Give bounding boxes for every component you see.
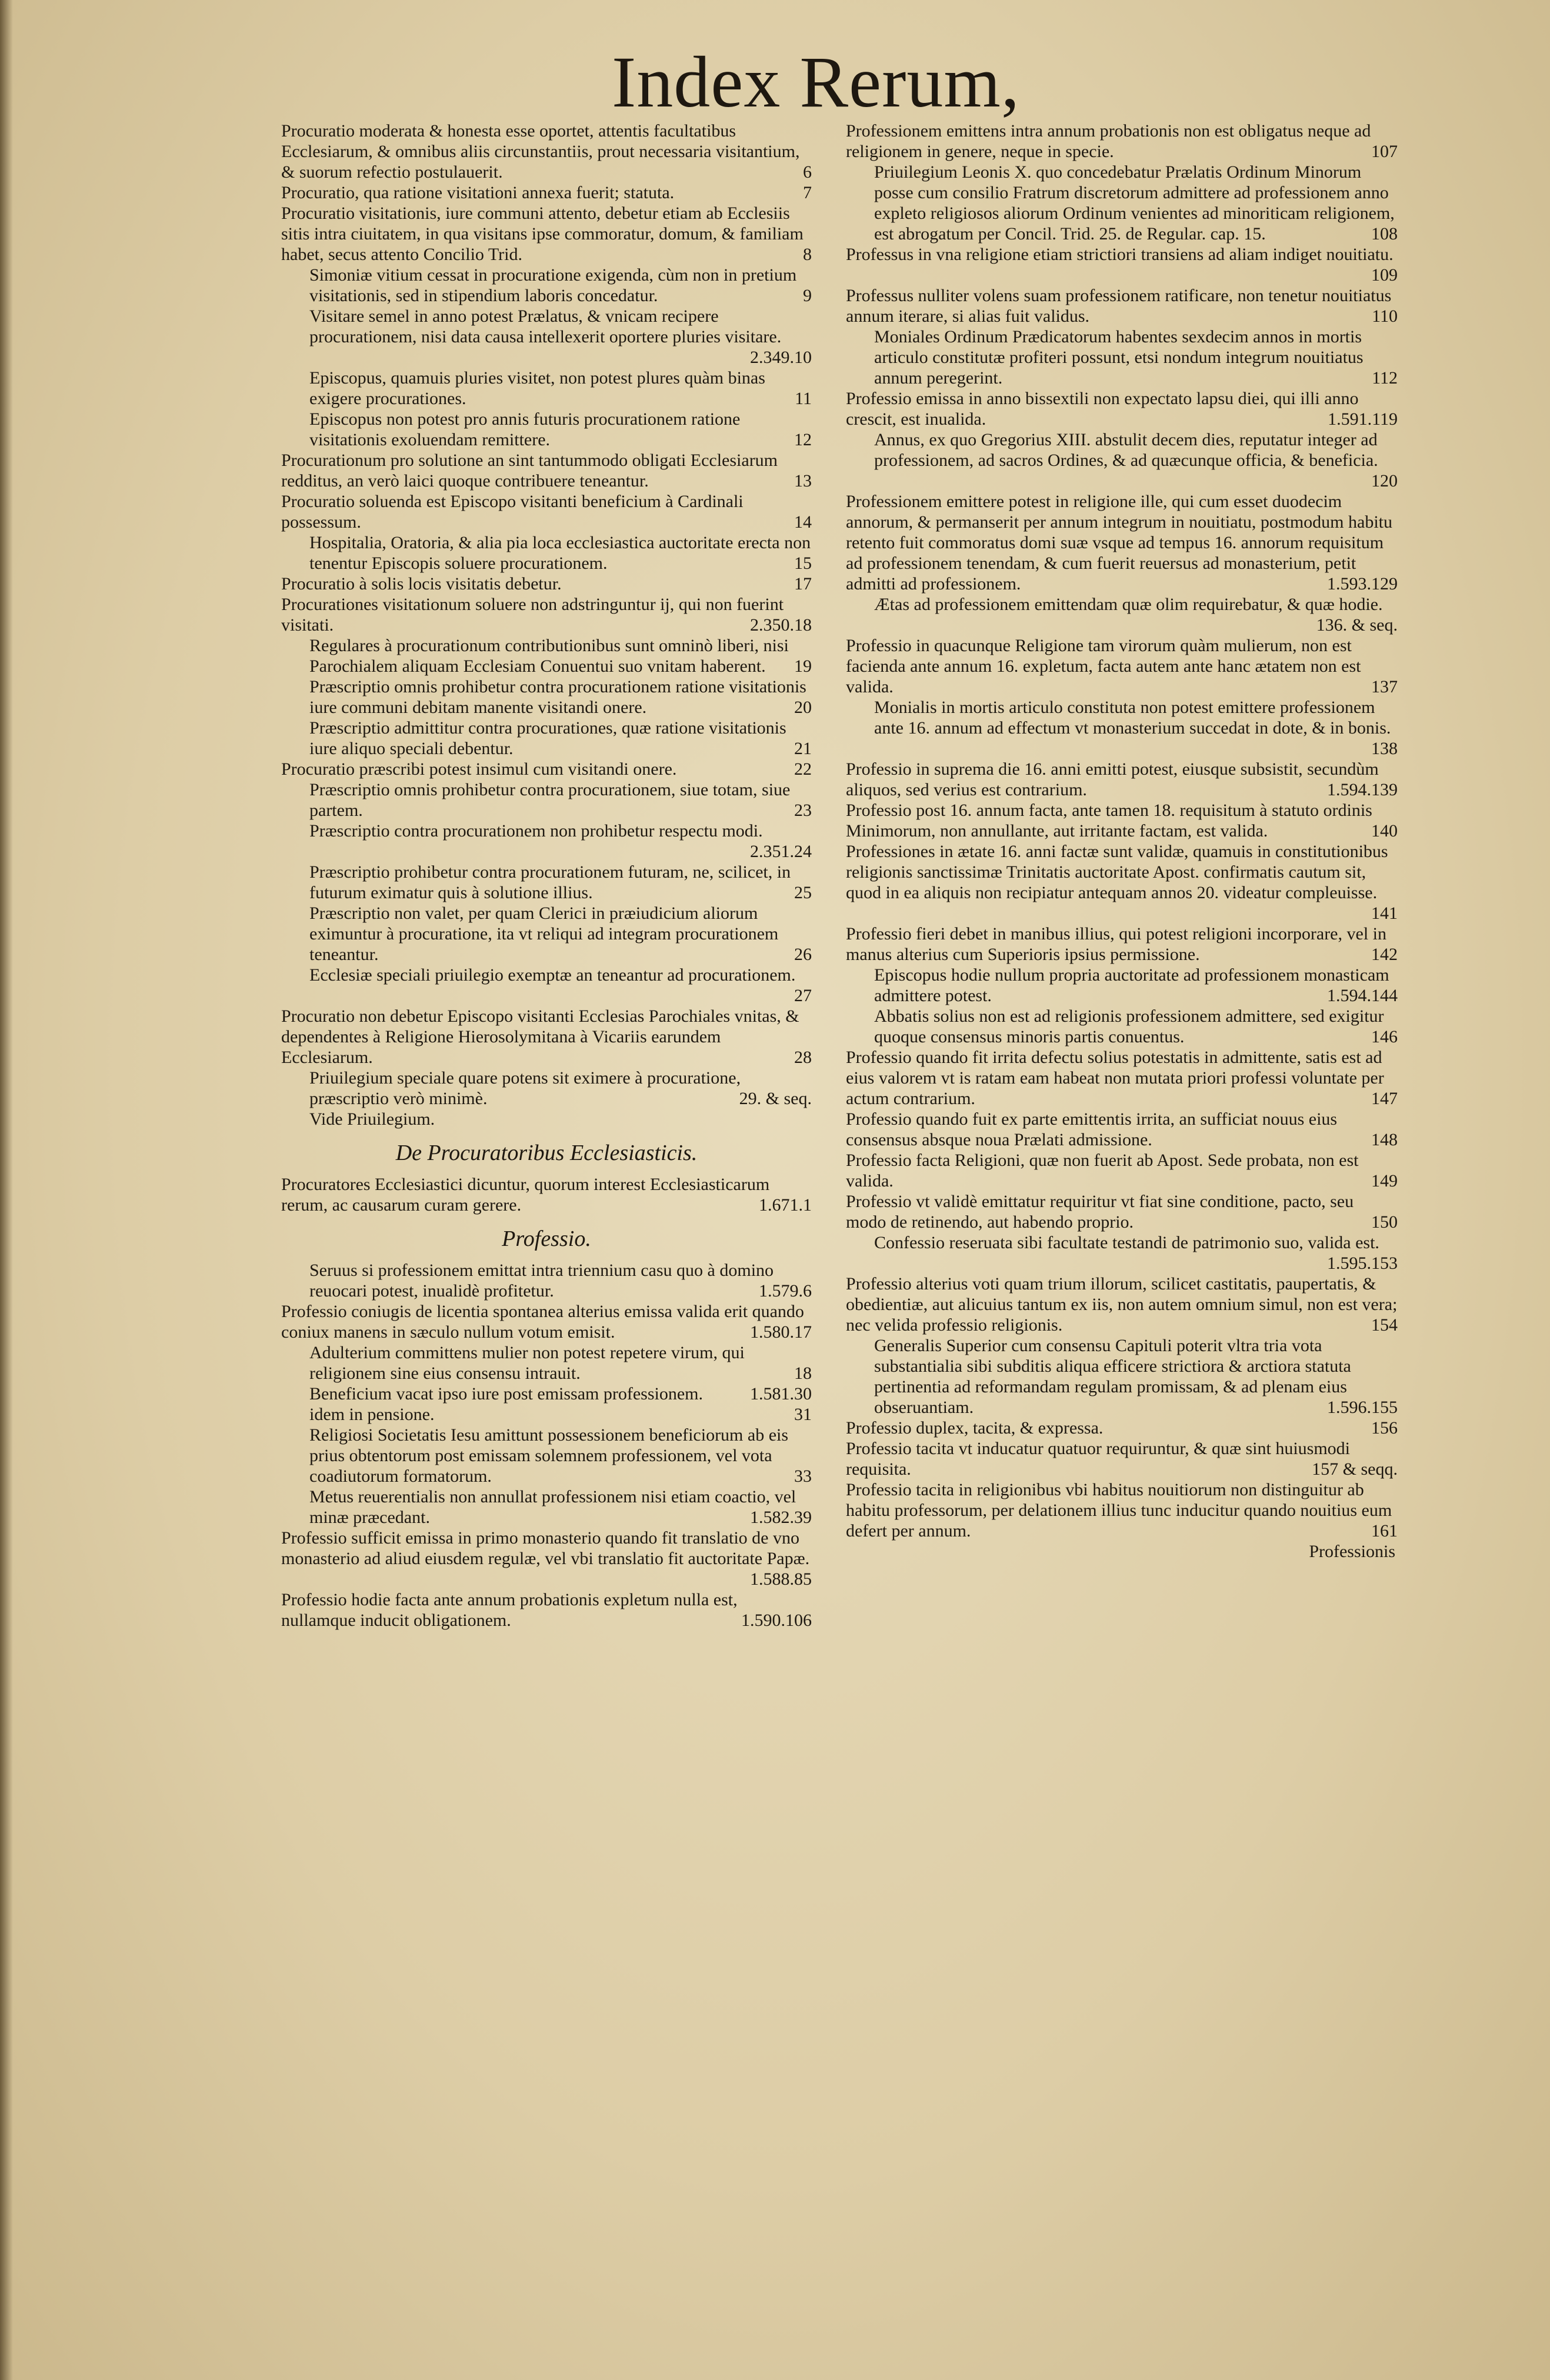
index-entry [846, 388, 1398, 429]
entry-text: Procuratio à solis locis visitatis debetur. [281, 574, 562, 594]
entry-reference: 148 [1371, 1130, 1398, 1149]
entry-reference: 146 [1371, 1027, 1398, 1046]
entry-reference: 1.596.155 [1327, 1398, 1398, 1417]
entry-text: idem in pensione. [309, 1405, 435, 1424]
entry-reference: 12 [794, 430, 812, 449]
entry-reference: 157 & seqq. [1312, 1459, 1398, 1479]
section-heading: Professio. [502, 1226, 591, 1251]
entry-text: Professio vt validè emittatur requiritur vt fiat sine conditione, pacto, seu modo de retinendo, aut habendo proprio. [846, 1192, 1354, 1232]
index-entry [281, 491, 812, 532]
index-entry [281, 635, 812, 676]
entry-text: Procuratio, qua ratione visitationi annexa fuerit; statuta. [281, 183, 675, 202]
entry-reference: 19 [794, 656, 812, 676]
entry-text: Professiones in ætate 16. anni factæ sunt validæ, quamuis in constitutionibus religionis sanctissimæ Trinitatis auctoritate Apost. confirmatis cautum sit, quod in ea aliquis non recipiatur antequam annos 20. videatur compleuisse. [846, 842, 1388, 902]
entry-text: Procurationum pro solutione an sint tantummodo obligati Ecclesiarum redditus, an verò laici quoque contribuere teneantur. [281, 451, 778, 491]
index-entry [846, 924, 1398, 965]
entry-reference: 9 [803, 286, 812, 305]
index-entry [846, 285, 1398, 326]
entry-reference: 150 [1371, 1212, 1398, 1232]
index-entry [281, 594, 812, 635]
entry-reference: 27 [794, 986, 812, 1005]
entry-reference: 149 [1371, 1171, 1398, 1191]
section-heading: De Procuratoribus Ecclesiasticis. [395, 1141, 698, 1165]
entry-reference: 156 [1371, 1418, 1398, 1438]
index-entry [846, 162, 1398, 244]
index-entry [281, 862, 812, 903]
right-column [846, 121, 1398, 1562]
entry-reference: 1.594.144 [1327, 986, 1398, 1005]
index-entry [846, 1479, 1398, 1541]
entry-reference: 1.588.85 [750, 1569, 812, 1589]
index-entry [846, 594, 1398, 635]
index-entry [846, 121, 1398, 162]
index-entry [281, 779, 812, 821]
entry-text: Episcopus non potest pro annis futuris procurationem ratione visitationis exoluendam remittere. [309, 409, 741, 449]
index-entry [281, 121, 812, 182]
index-entry [846, 1418, 1398, 1438]
entry-text: Visitare semel in anno potest Prælatus, & vnicam recipere procurationem, nisi data causa intellexerit oportere pluries visitare. [309, 306, 782, 346]
entry-text: Professus nulliter volens suam professionem ratificare, non tenetur nouitiatus annum iterare, si alias fuit validus. [846, 286, 1392, 326]
entry-reference: 29. & seq. [739, 1089, 812, 1108]
index-entry [281, 1174, 812, 1215]
entry-reference: 137 [1371, 677, 1398, 696]
index-entry [846, 244, 1398, 285]
entry-text: Monialis in mortis articulo constituta non potest emittere professionem ante 16. annum ad effectum vt monasterium succedat in dote, & in bonis. [874, 698, 1391, 738]
entry-text: Præscriptio omnis prohibetur contra procurationem, siue totam, siue partem. [309, 780, 791, 820]
index-entry [846, 429, 1398, 491]
entry-reference: 1.580.17 [750, 1322, 812, 1342]
entry-text: Regulares à procurationum contributionibus sunt omninò liberi, nisi Parochialem aliquam Ecclesiam Conuentui suo vnitam haberent. [309, 636, 789, 676]
entry-text: Procuratio præscribi potest insimul cum visitandi onere. [281, 759, 677, 779]
index-entry [846, 1438, 1398, 1479]
index-entry [281, 1301, 812, 1342]
index-entry [846, 1109, 1398, 1150]
index-entry [281, 368, 812, 409]
entry-reference: 11 [795, 389, 812, 408]
entry-text: Adulterium committens mulier non potest repetere virum, qui religionem sine eius consensu intrauit. [309, 1343, 745, 1383]
index-entry [846, 1274, 1398, 1335]
entry-text: Hospitalia, Oratoria, & alia pia loca ecclesiastica auctoritate erecta non tenentur Episcopis soluere procurationem. [309, 533, 811, 573]
entry-reference: 1.590.106 [741, 1611, 812, 1630]
entry-reference: 110 [1372, 306, 1398, 326]
entry-reference: 141 [1371, 904, 1398, 923]
index-entry [281, 965, 812, 1006]
entry-text: Professio in suprema die 16. anni emitti potest, eiusque subsistit, secundùm aliquos, sed verius est contrarium. [846, 759, 1379, 799]
entry-reference: 23 [794, 801, 812, 820]
index-entry [846, 1335, 1398, 1418]
entry-reference: 8 [803, 245, 812, 264]
entry-text: Confessio reseruata sibi facultate testandi de patrimonio suo, valida est. [874, 1233, 1379, 1252]
entry-text: Priuilegium speciale quare potens sit eximere à procuratione, præscriptio verò minimè. [309, 1068, 741, 1108]
entry-text: Professus in vna religione etiam strictiori transiens ad aliam indiget nouitiatu. [846, 245, 1394, 264]
index-entry [281, 574, 812, 594]
entry-reference: 120 [1371, 471, 1398, 491]
entry-text: Episcopus hodie nullum propria auctoritate ad professionem monasticam admittere potest. [874, 965, 1389, 1005]
index-entry [281, 759, 812, 779]
entry-reference: 107 [1371, 142, 1398, 161]
entry-reference: 1.591.119 [1328, 409, 1398, 429]
entry-reference: 13 [794, 471, 812, 491]
entry-text: Episcopus, quamuis pluries visitet, non potest plures quàm binas exigere procurationes. [309, 368, 765, 408]
entry-reference: 20 [794, 698, 812, 717]
index-entry [846, 1232, 1398, 1274]
entry-text: Præscriptio prohibetur contra procurationem futuram, ne, scilicet, in futurum eximatur quis à solutione illius. [309, 862, 791, 902]
index-entry [281, 1006, 812, 1068]
index-entry [281, 1342, 812, 1384]
index-entry [281, 306, 812, 368]
entry-reference: 1.581.30 [750, 1384, 812, 1404]
entry-text: Ecclesiæ speciali priuilegio exemptæ an teneantur ad procurationem. [309, 965, 796, 985]
entry-reference: 1.595.153 [1327, 1254, 1398, 1273]
entry-reference: 31 [794, 1405, 812, 1424]
index-entry [281, 1486, 812, 1528]
entry-reference: 109 [1371, 265, 1398, 285]
entry-text: Beneficium vacat ipso iure post emissam professionem. [309, 1384, 704, 1404]
entry-text: Præscriptio omnis prohibetur contra procurationem ratione visitationis iure communi debitam manente visitandi onere. [309, 677, 806, 717]
entry-text: Professio coniugis de licentia spontanea alterius emissa valida erit quando coniux manens in sæculo nullum votum emisit. [281, 1302, 804, 1342]
index-entry [846, 491, 1398, 594]
entry-text: Professio in quacunque Religione tam virorum quàm mulierum, non est facienda ante annum 16. expletum, facta autem ante hanc ætatem non est valida. [846, 636, 1361, 696]
entry-text: Procurationes visitationum soluere non adstringuntur ij, qui non fuerint visitati. [281, 595, 784, 635]
left-column [281, 121, 812, 1631]
entry-reference: 21 [794, 739, 812, 758]
entry-text: Professio emissa in anno bissextili non expectato lapsu diei, qui illi anno crescit, est inualida. [846, 389, 1359, 429]
index-entry [846, 635, 1398, 697]
entry-reference: 2.349.10 [750, 348, 812, 367]
entry-reference: 1.579.6 [759, 1281, 812, 1301]
entry-text: Moniales Ordinum Prædicatorum habentes sexdecim annos in mortis articulo constitutæ profiteri possunt, etsi nondum integrum nouitiatus annum peregerint. [874, 327, 1364, 388]
entry-reference: 17 [794, 574, 812, 594]
entry-reference: 142 [1371, 945, 1398, 964]
index-entry [281, 676, 812, 718]
entry-reference: 140 [1371, 821, 1398, 841]
entry-text: Procuratio moderata & honesta esse oportet, attentis facultatibus Ecclesiarum, & omnibus aliis circunstantiis, prout necessaria visitantium, & suorum refectio postulauerit. [281, 121, 800, 182]
entry-text: Procuratores Ecclesiastici dicuntur, quorum interest Ecclesiasticarum rerum, ac causarum curam gerere. [281, 1175, 770, 1215]
entry-text: Generalis Superior cum consensu Capituli poterit vltra tria vota substantialia sibi subditis aliqua efficere strictiora & arctiora statuta pertinentia ad reformandam regulam promissam, & ad plenam eius obseruantiam. [874, 1336, 1351, 1417]
entry-reference: 161 [1371, 1521, 1398, 1541]
entry-reference: 14 [794, 512, 812, 532]
entry-reference: 138 [1371, 739, 1398, 758]
entry-reference: 26 [794, 945, 812, 964]
index-entry [846, 965, 1398, 1006]
entry-text: Præscriptio non valet, per quam Clerici in præiudicium aliorum eximuntur à procuratione, ita vt reliqui ad integram procurationem teneantur. [309, 904, 779, 964]
index-entry [281, 409, 812, 450]
entry-reference: 1.594.139 [1327, 780, 1398, 799]
index-entry [281, 450, 812, 491]
entry-text: Professionem emittere potest in religione ille, qui cum esset duodecim annorum, & permanserit per annum integrum in nouitiatu, postmodum habitu retento fuit commoratus domi suæ vsque ad tempus 16. annorum requisitum ad professionem tenendam, & cum fuerit reuersus ad monasterium, petit admitti ad professionem. [846, 492, 1393, 594]
entry-text: Professio tacita in religionibus vbi habitus nouitiorum non distinguitur ab habitu professorum, per delationem illius tunc inducitur quando nouitius eum defert per annum. [846, 1480, 1392, 1541]
entry-text: Procuratio visitationis, iure communi attento, debetur etiam ab Ecclesiis sitis intra ciuitatem, in qua visitans ipse commoratur, domum, & familiam habet, secus attento Concilio Trid. [281, 204, 804, 264]
entry-reference: 1.593.129 [1327, 574, 1398, 594]
index-entry [846, 1006, 1398, 1047]
page-title: Index Rerum, [612, 42, 1020, 122]
entry-text: Professio quando fuit ex parte emittentis irrita, an sufficiat nouus eius consensus absque noua Prælati admissione. [846, 1109, 1338, 1149]
index-entry [281, 1109, 812, 1129]
index-entry [281, 1260, 812, 1301]
index-entry [846, 800, 1398, 841]
entry-reference: 18 [794, 1364, 812, 1383]
entry-text: Professio hodie facta ante annum probationis expletum nulla est, nullamque inducit obligationem. [281, 1590, 738, 1630]
index-entry [281, 1528, 812, 1589]
entry-reference: 136. & seq. [1316, 615, 1398, 635]
index-entry [281, 1068, 812, 1109]
index-entry [846, 1047, 1398, 1109]
entry-text: Professio facta Religioni, quæ non fuerit ab Apost. Sede probata, non est valida. [846, 1151, 1359, 1191]
entry-reference: 2.351.24 [750, 842, 812, 861]
entry-reference: 6 [803, 162, 812, 182]
index-entry [281, 203, 812, 265]
index-entry [846, 759, 1398, 800]
index-entry [281, 532, 812, 574]
index-entry [281, 182, 812, 203]
index-entry [846, 1150, 1398, 1191]
entry-text: Professio duplex, tacita, & expressa. [846, 1418, 1104, 1438]
index-entry [846, 841, 1398, 924]
entry-reference: 25 [794, 883, 812, 902]
entry-text: Metus reuerentialis non annullat professionem nisi etiam coactio, vel minæ præcedant. [309, 1487, 796, 1527]
entry-text: Professio quando fit irrita defectu solius potestatis in admittente, satis est ad eius valorem vt is ratam eam habeat non mutata priori professi voluntate per actum contrarium. [846, 1048, 1384, 1108]
entry-reference: 1.582.39 [750, 1508, 812, 1527]
entry-reference: 33 [794, 1466, 812, 1486]
entry-reference: 15 [794, 554, 812, 573]
index-entry [281, 1589, 812, 1631]
index-entry [281, 821, 812, 862]
index-entry [281, 265, 812, 306]
entry-text: Professio alterius voti quam trium illorum, scilicet castitatis, paupertatis, & obedientiæ, aut alicuius tantum ex iis, non autem omnium simul, non est vera; nec velida professio religionis. [846, 1274, 1398, 1335]
entry-text: Seruus si professionem emittat intra triennium casu quo à domino reuocari potest, inualidè profitetur. [309, 1261, 774, 1301]
entry-text: Religiosi Societatis Iesu amittunt possessionem beneficiorum ab eis prius obtentorum post emissam solemnem professionem, vel vota coadiutorum formatorum. [309, 1425, 789, 1486]
entry-text: Abbatis solius non est ad religionis professionem admittere, sed exigitur quoque consensus minoris partis conuentus. [874, 1006, 1384, 1046]
entry-text: Priuilegium Leonis X. quo concedebatur Prælatis Ordinum Minorum posse cum consilio Fratrum discretorum admittere ad professionem anno expleto religiosos aliorum Ordinum venientes ad minoriticam religionem, est abrogatum per Concil. Trid. 25. de Regular. cap. 15. [874, 162, 1395, 244]
index-entry [281, 1425, 812, 1486]
entry-text: Professio post 16. annum facta, ante tamen 18. requisitum à statuto ordinis Minimorum, non annullante, aut irritante factam, est valida. [846, 801, 1372, 841]
index-entry [281, 718, 812, 759]
entry-text: Professio tacita vt inducatur quatuor requiruntur, & quæ sint huiusmodi requisita. [846, 1439, 1351, 1479]
index-entry [846, 326, 1398, 388]
entry-text: Vide Priuilegium. [309, 1109, 435, 1129]
entry-reference: 22 [794, 759, 812, 779]
entry-text: Professio fieri debet in manibus illius, qui potest religioni incorporare, vel in manus alterius cum Superioris ipsius permissione. [846, 924, 1386, 964]
index-entry [846, 1191, 1398, 1232]
index-entry [281, 1404, 812, 1425]
entry-text: Professionem emittens intra annum probationis non est obligatus neque ad religionem in genere, neque in specie. [846, 121, 1371, 161]
index-entry [846, 697, 1398, 759]
entry-text: Simoniæ vitium cessat in procuratione exigenda, cùm non in pretium visitationis, sed in stipendium laboris concedatur. [309, 265, 797, 305]
entry-reference: 108 [1371, 224, 1398, 244]
entry-text: Ætas ad professionem emittendam quæ olim requirebatur, & quæ hodie. [874, 595, 1383, 614]
entry-reference: 1.671.1 [759, 1195, 812, 1215]
entry-reference: 147 [1371, 1089, 1398, 1108]
entry-text: Procuratio non debetur Episcopo visitanti Ecclesias Parochiales vnitas, & dependentes à Religione Hierosolymitana à Vicariis earundem Ecclesiarum. [281, 1006, 799, 1067]
entry-reference: 7 [803, 183, 812, 202]
entry-text: Præscriptio contra procurationem non prohibetur respectu modi. [309, 821, 763, 841]
entry-reference: 2.350.18 [750, 615, 812, 635]
entry-text: Annus, ex quo Gregorius XIII. abstulit decem dies, reputatur integer ad professionem, ad sacros Ordines, & ad quæcunque officia, & beneficia. [874, 430, 1378, 470]
index-entry [281, 903, 812, 965]
entry-reference: 112 [1372, 368, 1398, 388]
entry-text: Procuratio soluenda est Episcopo visitanti beneficium à Cardinali possessum. [281, 492, 744, 532]
entry-reference: 28 [794, 1048, 812, 1067]
entry-text: Professio sufficit emissa in primo monasterio quando fit translatio de vno monasterio ad aliud eiusdem regulæ, vel vbi translatio fit auctoritate Papæ. [281, 1528, 810, 1568]
entry-reference: 154 [1371, 1315, 1398, 1335]
index-entry [281, 1384, 812, 1404]
catchword: Professionis [1309, 1542, 1395, 1561]
entry-text: Præscriptio admittitur contra procurationes, quæ ratione visitationis iure aliquo speciali debentur. [309, 718, 786, 758]
